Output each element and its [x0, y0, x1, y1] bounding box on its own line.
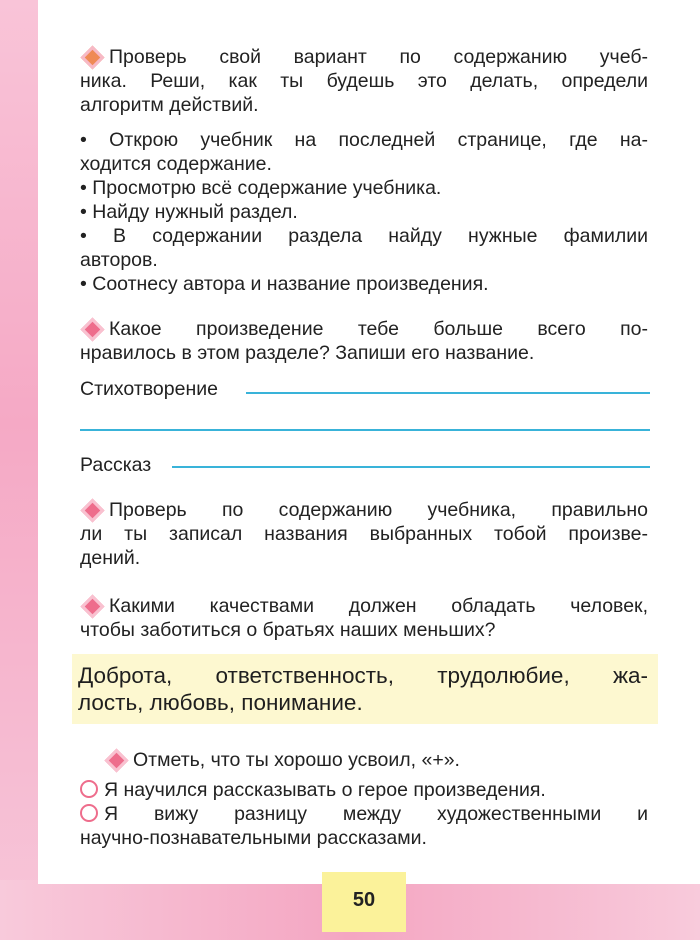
task2-line-2: нравилось в этом разделе? Запиши его название.: [80, 342, 535, 364]
poem-answer-line[interactable]: [246, 392, 650, 394]
story-answer-line[interactable]: [172, 466, 650, 468]
task3-line-1: Проверь по содержанию учебника, правильно: [80, 498, 648, 522]
diamond-icon: [104, 748, 128, 772]
task3-line-2: ли ты записал названия выбранных тобой произве-: [80, 523, 648, 545]
task1-line-2: ника. Реши, как ты будешь это делать, определи: [80, 70, 648, 92]
task4-line-2: чтобы заботиться о братьях наших меньших?: [80, 619, 496, 641]
checkbox-circle[interactable]: [80, 804, 98, 822]
task1-bullet-1: • Открою учебник на последней странице, где на-: [80, 129, 648, 151]
page-background-left: [0, 0, 38, 940]
task1-line-3: алгоритм действий.: [80, 94, 259, 116]
task5-option-2: Я вижу разницу между художественными и: [80, 802, 648, 826]
checkbox-circle[interactable]: [80, 780, 98, 798]
task1-bullet-5: • Соотнесу автора и название произведения.: [80, 273, 489, 295]
diamond-icon: [80, 45, 104, 69]
task3-line-3: дений.: [80, 547, 141, 569]
poem-label: Стихотворение: [80, 378, 218, 400]
task1-bullet-4: • В содержании раздела найду нужные фамилии: [80, 225, 648, 247]
task5-option-1: Я научился рассказывать о герое произведения.: [80, 778, 546, 802]
diamond-icon: [80, 594, 104, 618]
task1-bullet-4-cont: авторов.: [80, 249, 158, 271]
diamond-icon: [80, 498, 104, 522]
task1-bullet-2: • Просмотрю всё содержание учебника.: [80, 177, 442, 199]
task1-bullet-1-cont: ходится содержание.: [80, 153, 272, 175]
diamond-icon: [80, 317, 104, 341]
page-number: 50: [322, 872, 406, 932]
task1-line-1: Проверь свой вариант по содержанию учеб-: [80, 45, 648, 69]
answer-line-1: Доброта, ответственность, трудолюбие, жа-: [78, 663, 648, 688]
task1-bullet-3: • Найду нужный раздел.: [80, 201, 298, 223]
answer-line-2: лость, любовь, понимание.: [78, 690, 363, 715]
task2-line-1: Какое произведение тебе больше всего по-: [80, 317, 648, 341]
answer-box: [72, 654, 658, 724]
poem-answer-line-2[interactable]: [80, 429, 650, 431]
task5-title: Отметь, что ты хорошо усвоил, «+».: [104, 748, 460, 772]
story-label: Рассказ: [80, 454, 152, 476]
task4-line-1: Какими качествами должен обладать человек,: [80, 594, 648, 618]
task5-option-2-cont: научно-познавательными рассказами.: [80, 827, 427, 849]
